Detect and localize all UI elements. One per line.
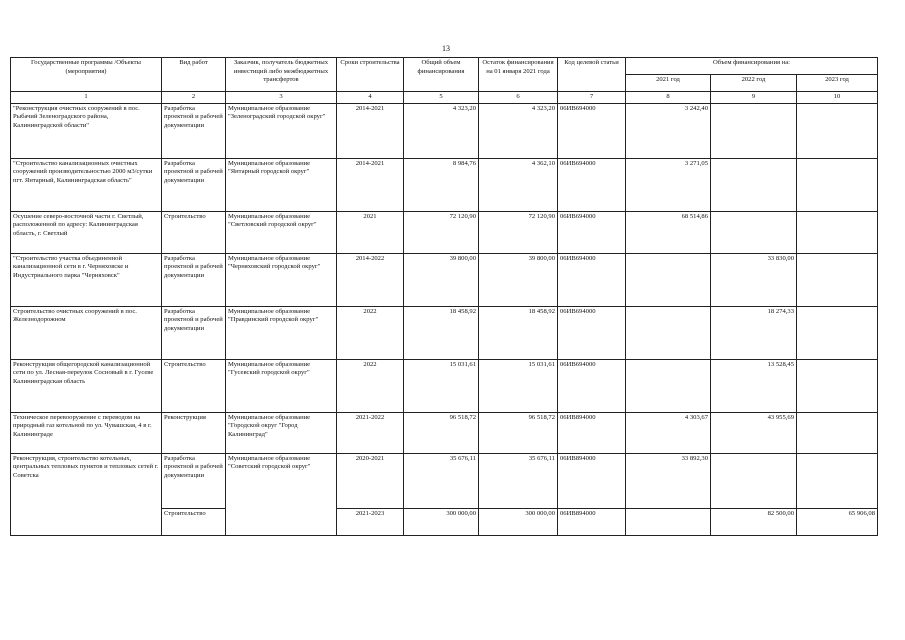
- amount-2021: [626, 306, 711, 359]
- terms: 2014-2022: [337, 253, 404, 306]
- table-row: [11, 359, 878, 412]
- amount-2023: [797, 211, 878, 253]
- work-type: Разработка проектной и рабочей документации: [162, 306, 226, 359]
- object-name: Строительство очистных сооружений в пос. Железнодорожном: [11, 306, 162, 359]
- table-row: [11, 453, 878, 508]
- object-name: Техническое перевооружение с переводом на природный газ котельной по ул. Чувашская, 4 в г. Калининграде: [11, 412, 162, 453]
- customer: Муниципальное образование "Янтарный городской округ": [226, 158, 337, 211]
- amount-2023: [797, 253, 878, 306]
- remaining: 18 458,92: [479, 306, 558, 359]
- col-number: 6: [479, 92, 558, 104]
- header-remaining: Остаток финансирования на 01 января 2021 года: [479, 58, 558, 92]
- customer: Муниципальное образование "Черняховский городской округ": [226, 253, 337, 306]
- amount-2021: 68 514,86: [626, 211, 711, 253]
- amount-2023: [797, 453, 878, 508]
- code: 06ИВ694000: [558, 306, 626, 359]
- table-row: [11, 103, 878, 158]
- total: 39 800,00: [404, 253, 479, 306]
- table-row: [11, 211, 878, 253]
- code: 06ИВ694000: [558, 103, 626, 158]
- header-2021: 2021 год: [626, 75, 711, 92]
- amount-2022: [711, 158, 797, 211]
- object-name: Реконструкция, строительство котельных, центральных тепловых пунктов и тепловых сетей г. Советска: [11, 453, 162, 535]
- amount-2022: [711, 211, 797, 253]
- work-type: Разработка проектной и рабочей документации: [162, 253, 226, 306]
- total: 35 676,11: [404, 453, 479, 508]
- amount-2023: [797, 158, 878, 211]
- object-name: Реконструкция общегородской канализационной сети по ул. Лесная-переулок Сосновый в г. Гусеве Калининградская область: [11, 359, 162, 412]
- work-type: Строительство: [162, 359, 226, 412]
- customer: Муниципальное образование "Городской округ "Город Калининград": [226, 412, 337, 453]
- work-type: Разработка проектной и рабочей документации: [162, 103, 226, 158]
- total: 8 984,76: [404, 158, 479, 211]
- remaining: 4 323,20: [479, 103, 558, 158]
- table-row: [11, 253, 878, 306]
- remaining: 96 518,72: [479, 412, 558, 453]
- col-number: 5: [404, 92, 479, 104]
- terms: 2022: [337, 359, 404, 412]
- customer: Муниципальное образование "Светловский городской округ": [226, 211, 337, 253]
- amount-2023: [797, 306, 878, 359]
- terms: 2014-2021: [337, 103, 404, 158]
- header-code: Код целевой статьи: [558, 58, 626, 92]
- customer: Муниципальное образование "Правдинский городской округ": [226, 306, 337, 359]
- total: 72 120,90: [404, 211, 479, 253]
- header-work-type: Вид работ: [162, 58, 226, 92]
- amount-2022: 18 274,33: [711, 306, 797, 359]
- object-name: Осушение северо-восточной части г. Светлый, расположенной по адресу: Калининградская область, г. Светлый: [11, 211, 162, 253]
- terms: 2022: [337, 306, 404, 359]
- amount-2023: [797, 103, 878, 158]
- header-programs: Государственные программы /Объекты (мероприятия): [11, 58, 162, 92]
- header-2022: 2022 год: [711, 75, 797, 92]
- col-number: 10: [797, 92, 878, 104]
- terms: 2021: [337, 211, 404, 253]
- col-number: 2: [162, 92, 226, 104]
- remaining: 72 120,90: [479, 211, 558, 253]
- header-terms: Сроки строительства: [337, 58, 404, 92]
- customer: Муниципальное образование "Советский городской округ": [226, 453, 337, 535]
- remaining: 39 800,00: [479, 253, 558, 306]
- header-customer: Заказчик, получатель бюджетных инвестиций либо межбюджетных трансфертов: [226, 58, 337, 92]
- amount-2023: [797, 412, 878, 453]
- terms: 2021-2023: [337, 508, 404, 535]
- customer: Муниципальное образование "Гусевский городской округ": [226, 359, 337, 412]
- object-name: "Строительство участка объединенной канализационной сети в г. Черняховске и Индустриального парка "Черняховск": [11, 253, 162, 306]
- terms: 2021-2022: [337, 412, 404, 453]
- code: 06ИВ894000: [558, 412, 626, 453]
- terms: 2014-2021: [337, 158, 404, 211]
- work-type: Разработка проектной и рабочей документации: [162, 158, 226, 211]
- col-number: 8: [626, 92, 711, 104]
- amount-2022: 43 955,69: [711, 412, 797, 453]
- code: 06ИВ694000: [558, 253, 626, 306]
- amount-2021: 3 242,40: [626, 103, 711, 158]
- total: 96 518,72: [404, 412, 479, 453]
- col-number: 3: [226, 92, 337, 104]
- header-2023: 2023 год: [797, 75, 878, 92]
- amount-2022: [711, 453, 797, 508]
- work-type: Реконструкция: [162, 412, 226, 453]
- amount-2022: 82 500,00: [711, 508, 797, 535]
- remaining: 35 676,11: [479, 453, 558, 508]
- amount-2022: 13 528,45: [711, 359, 797, 412]
- remaining: 15 031,61: [479, 359, 558, 412]
- total: 300 000,00: [404, 508, 479, 535]
- amount-2021: 33 892,30: [626, 453, 711, 508]
- remaining: 4 362,10: [479, 158, 558, 211]
- page-number: 13: [442, 44, 450, 53]
- code: 06ИВ894000: [558, 453, 626, 508]
- object-name: "Реконструкция очистных сооружений в пос. Рыбачий Зеленоградского района, Калининградской области": [11, 103, 162, 158]
- code: 06ИВ894000: [558, 508, 626, 535]
- work-type: Разработка проектной и рабочей документации: [162, 453, 226, 508]
- column-number-row: [11, 92, 878, 104]
- amount-2023: 65 906,08: [797, 508, 878, 535]
- amount-2022: [711, 103, 797, 158]
- terms: 2020-2021: [337, 453, 404, 508]
- table-row: [11, 306, 878, 359]
- amount-2021: [626, 253, 711, 306]
- amount-2021: [626, 508, 711, 535]
- col-number: 4: [337, 92, 404, 104]
- amount-2021: [626, 359, 711, 412]
- remaining: 300 000,00: [479, 508, 558, 535]
- col-number: 1: [11, 92, 162, 104]
- object-name: "Строительство канализационных очистных сооружений производительностью 2000 м3/сутки пгт. Янтарный, Калининградская область": [11, 158, 162, 211]
- col-number: 7: [558, 92, 626, 104]
- table-row: [11, 158, 878, 211]
- total: 4 323,20: [404, 103, 479, 158]
- total: 15 031,61: [404, 359, 479, 412]
- customer: Муниципальное образование "Зеленоградский городской округ": [226, 103, 337, 158]
- work-type: Строительство: [162, 508, 226, 535]
- header-funding: Объем финансирования на:: [626, 58, 878, 75]
- amount-2021: 3 271,05: [626, 158, 711, 211]
- code: 06ИВ694000: [558, 359, 626, 412]
- total: 18 458,92: [404, 306, 479, 359]
- financing-table: [10, 57, 878, 536]
- work-type: Строительство: [162, 211, 226, 253]
- amount-2022: 33 830,00: [711, 253, 797, 306]
- amount-2023: [797, 359, 878, 412]
- code: 06ИВ694000: [558, 158, 626, 211]
- code: 06ИВ694000: [558, 211, 626, 253]
- table-row: [11, 412, 878, 453]
- col-number: 9: [711, 92, 797, 104]
- amount-2021: 4 303,67: [626, 412, 711, 453]
- header-total: Общий объем финансирования: [404, 58, 479, 92]
